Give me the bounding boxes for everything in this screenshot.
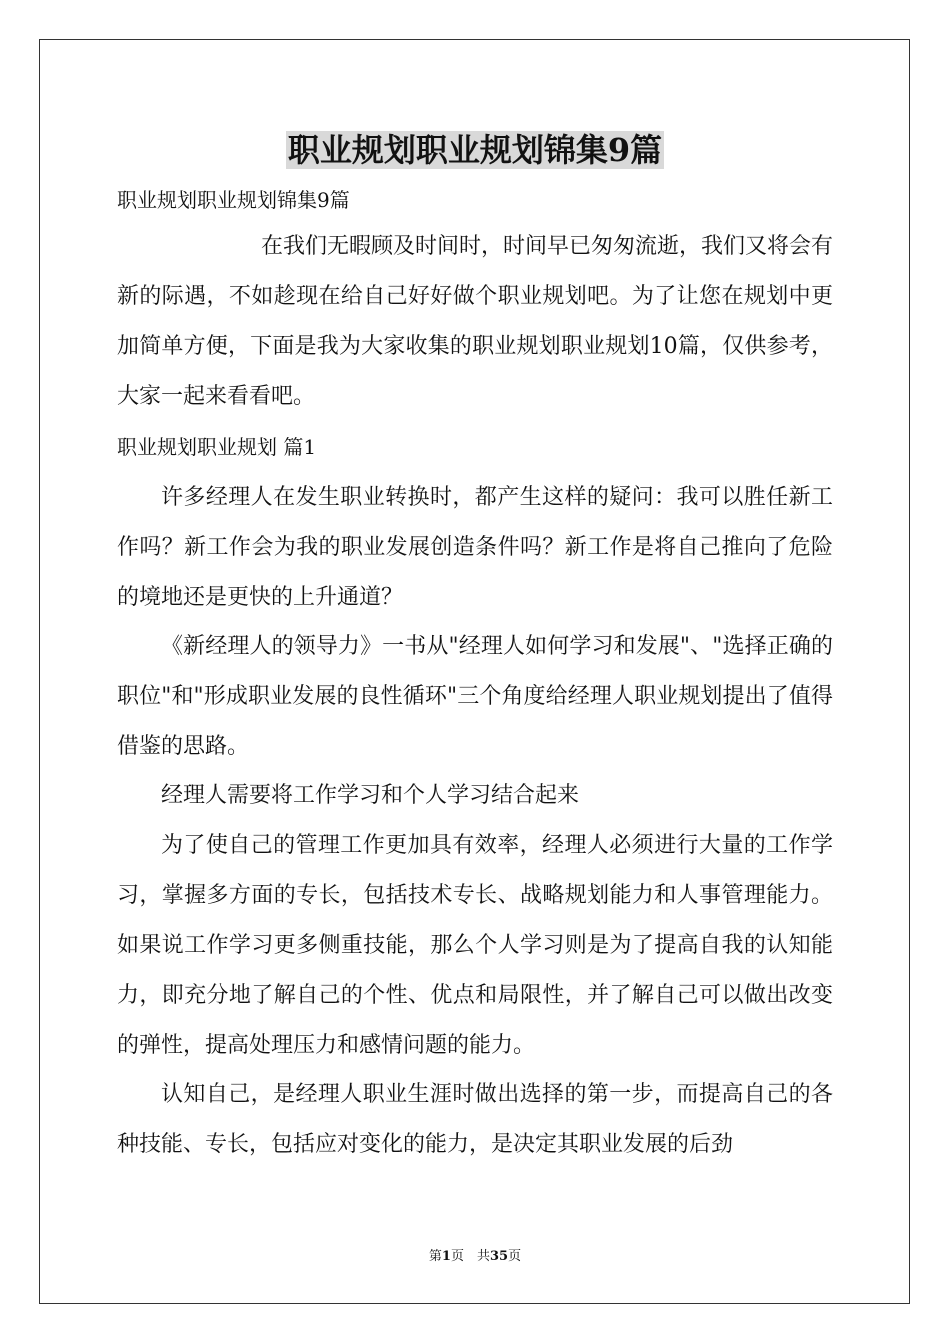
body-paragraph: 为了使自己的管理工作更加具有效率，经理人必须进行大量的工作学习，掌握多方面的专长，包括技术专长、战略规划能力和人事管理能力。如果说工作学习更多侧重技能，那么个人学习则是为了提高自我的认知能力，即充分地了解自己的个性、优点和局限性，并了解自己可以做出改变的弹性，提高处理压力和感情问题的能力。 xyxy=(117,833,833,1058)
section-heading: 职业规划职业规划 篇1 xyxy=(117,435,317,459)
body-paragraph: 认知自己，是经理人职业生涯时做出选择的第一步，而提高自己的各种技能、专长，包括应对变化的能力，是决定其职业发展的后劲 xyxy=(117,1082,833,1157)
footer-prefix: 第 xyxy=(428,1249,442,1264)
body-paragraph: 许多经理人在发生职业转换时，都产生这样的疑问：我可以胜任新工作吗？新工作会为我的职业发展创造条件吗？新工作是将自己推向了危险的境地还是更快的上升通道？ xyxy=(117,485,833,610)
intro-paragraph: 在我们无暇顾及时间时，时间早已匆匆流逝，我们又将会有新的际遇，不如趁现在给自己好好做个职业规划吧。为了让您在规划中更加简单方便，下面是我为大家收集的职业规划职业规划10篇，仅供参考，大家一起来看看吧。 xyxy=(117,234,834,409)
footer-page-number: 1 xyxy=(441,1249,451,1264)
footer-total-pages: 35 xyxy=(489,1249,509,1264)
page-footer xyxy=(0,1247,950,1267)
footer-mid: 页 共 xyxy=(450,1249,490,1264)
document-subtitle: 职业规划职业规划锦集9篇 xyxy=(117,188,350,212)
document-title xyxy=(0,128,950,172)
body-subheading: 经理人需要将工作学习和个人学习结合起来 xyxy=(161,783,580,808)
footer-suffix: 页 xyxy=(508,1249,522,1264)
document-title-text: 职业规划职业规划锦集9篇 xyxy=(287,131,663,169)
body-paragraph: 《新经理人的领导力》一书从"经理人如何学习和发展"、"选择正确的职位"和"形成职业发展的良性循环"三个角度给经理人职业规划提出了值得借鉴的思路。 xyxy=(117,634,833,759)
